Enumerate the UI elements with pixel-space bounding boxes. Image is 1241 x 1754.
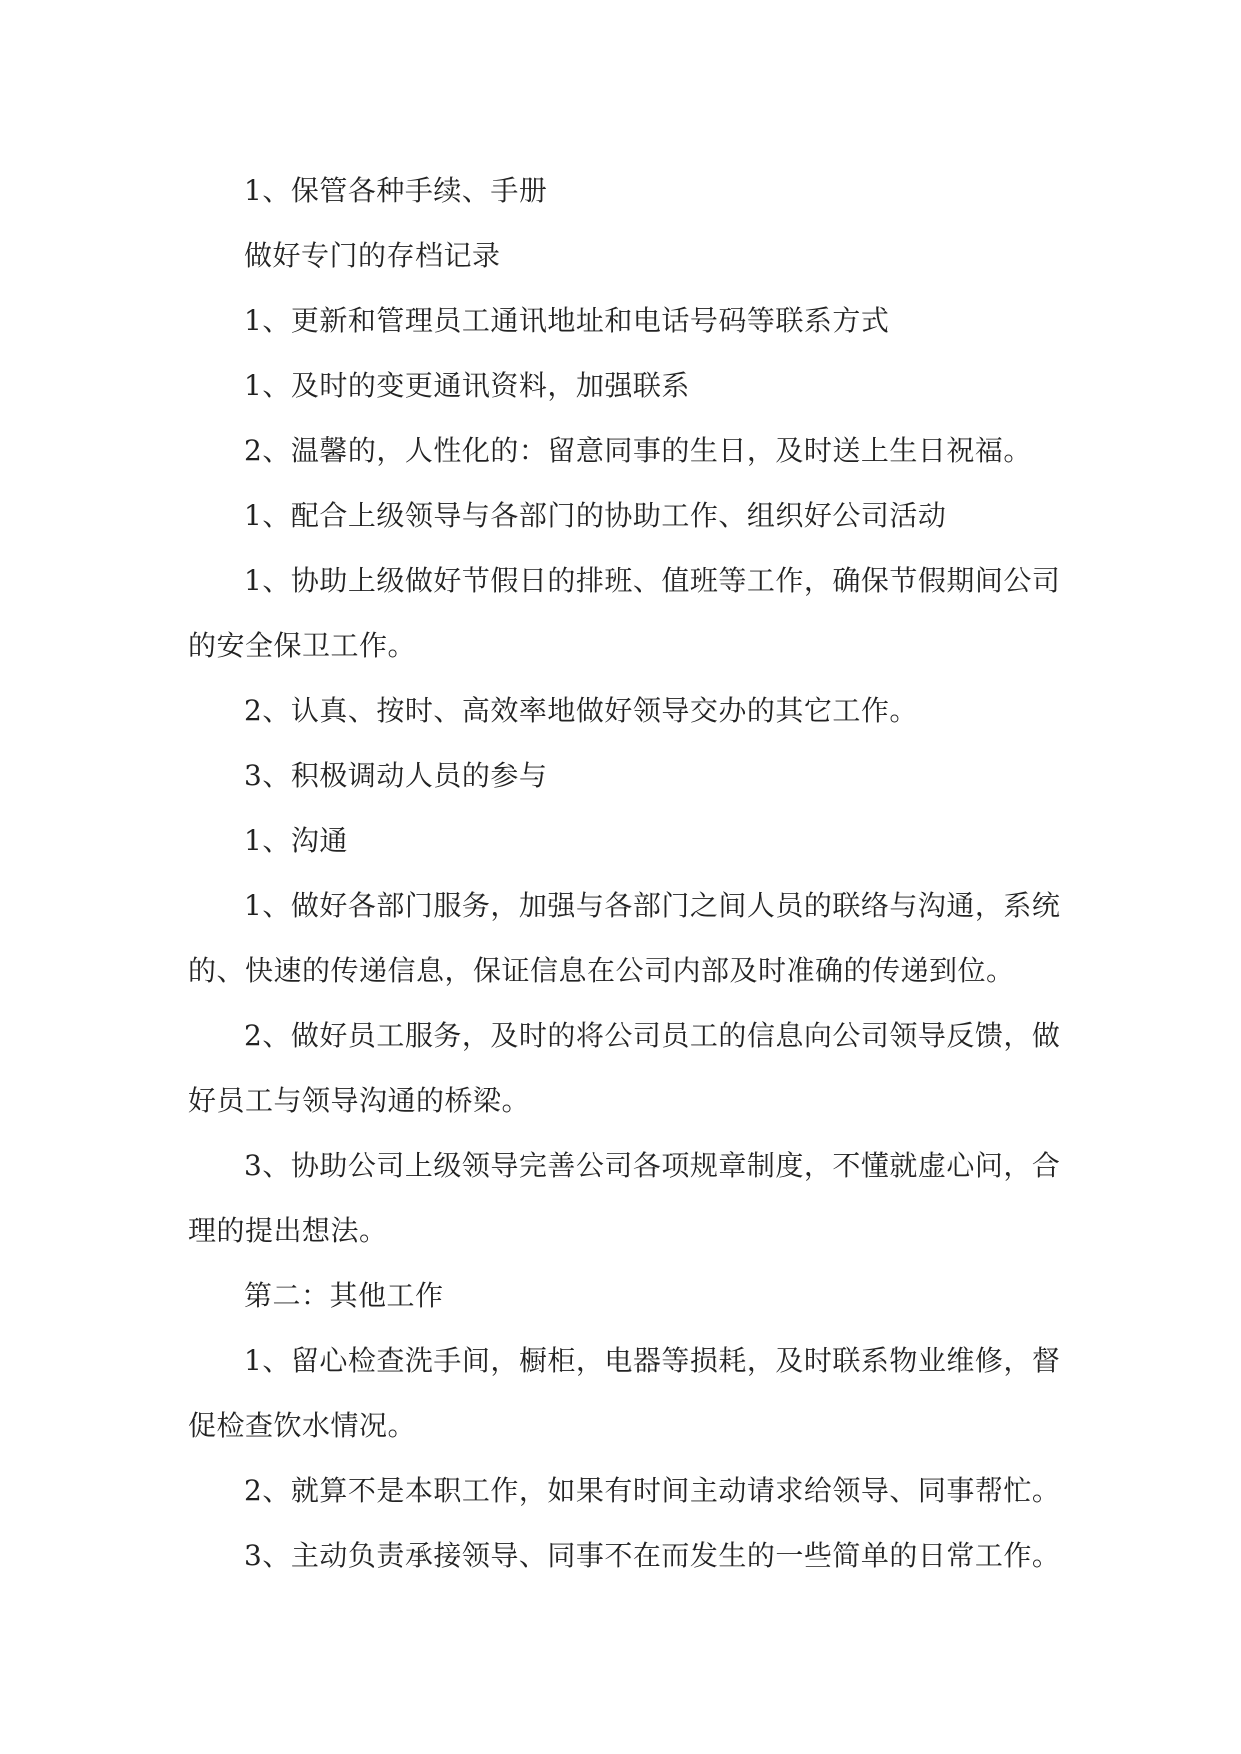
section-heading: 第二：其他工作	[244, 1279, 444, 1312]
paragraph: 1、配合上级领导与各部门的协助工作、组织好公司活动	[244, 499, 947, 532]
document-body	[188, 158, 1078, 1588]
paragraph: 1、协助上级做好节假日的排班、值班等工作，确保节假期间公司的安全保卫工作。	[188, 564, 1061, 662]
paragraph: 1、做好各部门服务，加强与各部门之间人员的联络与沟通，系统的、快速的传递信息，保证信息在公司内部及时准确的传递到位。	[188, 889, 1061, 987]
paragraph: 1、保管各种手续、手册	[244, 174, 548, 207]
paragraph: 1、留心检查洗手间，橱柜，电器等损耗，及时联系物业维修，督促检查饮水情况。	[188, 1344, 1061, 1442]
paragraph: 3、主动负责承接领导、同事不在而发生的一些简单的日常工作。	[244, 1539, 1061, 1572]
paragraph: 2、做好员工服务，及时的将公司员工的信息向公司领导反馈，做好员工与领导沟通的桥梁。	[188, 1019, 1061, 1117]
paragraph: 3、协助公司上级领导完善公司各项规章制度，不懂就虚心问，合理的提出想法。	[188, 1149, 1061, 1247]
paragraph: 做好专门的存档记录	[244, 239, 501, 272]
paragraph: 2、温馨的，人性化的：留意同事的生日，及时送上生日祝福。	[244, 434, 1032, 467]
paragraph: 3、积极调动人员的参与	[244, 759, 548, 792]
paragraph: 2、认真、按时、高效率地做好领导交办的其它工作。	[244, 694, 918, 727]
paragraph: 1、更新和管理员工通讯地址和电话号码等联系方式	[244, 304, 890, 337]
paragraph: 1、沟通	[244, 824, 348, 857]
paragraph: 2、就算不是本职工作，如果有时间主动请求给领导、同事帮忙。	[244, 1474, 1061, 1507]
paragraph: 1、及时的变更通讯资料，加强联系	[244, 369, 690, 402]
